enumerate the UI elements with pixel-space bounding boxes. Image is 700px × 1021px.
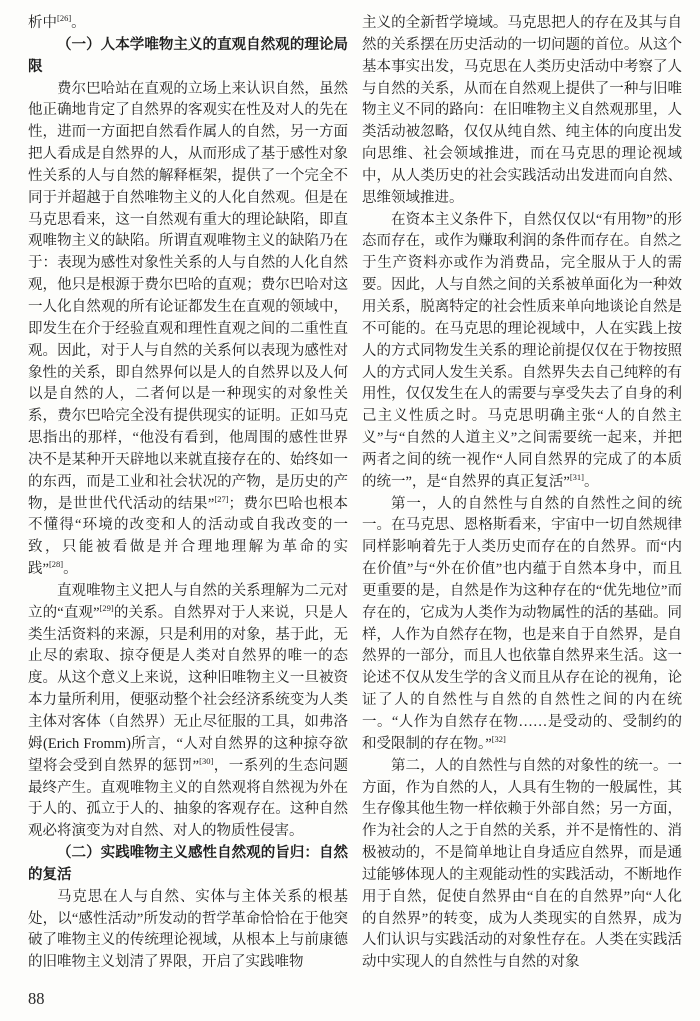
right-column: [362, 13, 682, 978]
paragraph: 费尔巴哈站在直观的立场上来认识自然，虽然他正确地肯定了自然界的客观实在性及对人的先在性，进而一方面把自然看作属人的自然，另一方面把人看成是自然界的人，从而形成了基于感性对象性关系的人与自然的解释框架，提供了一个完全不同于并超越于自然唯物主义的人化自然观。但是在马克思看来，这一自然观有重大的理论缺陷，即直观唯物主义的缺陷。所谓直观唯物主义的缺陷乃在于：表现为感性对象性关系的人与自然的人化自然观，他只是根源于费尔巴哈的直观；费尔巴哈对这一人化自然观的所有论证都发生在直观的领域中，即发生在介于经验直观和理性直观之间的二重性直观。因此，对于人与自然的关系何以表现为感性对象性的关系，即自然界何以是人的自然界以及人何以是自然的人，二者何以是一种现实的对象性关系，费尔巴哈完全没有提供现实的证明。正如马克思指出的那样，“他没有看到，他周围的感性世界决不是某种开天辟地以来就直接存在的、始终如一的东西，而是工业和社会状况的产物，是历史的产物，是世世代代活动的结果”[27]；费尔巴哈也根本不懂得“环境的改变和人的活动或自我改变的一致，只能被看做是并合理地理解为革命的实践”[28]。: [28, 80, 348, 578]
section-heading: （一）人本学唯物主义的直观自然观的理论局限: [28, 36, 348, 75]
section-heading: （二）实践唯物主义感性自然观的旨归：自然的复活: [28, 845, 348, 883]
footnote-reference: [30]: [199, 755, 214, 766]
paragraph: 第二，人的自然性与自然的对象性的统一。一方面，作为自然的人，人具有生物的一般属性，其生存像其他生物一样依赖于外部自然；另一方面，作为社会的人之于自然的关系，并不是惰性的、消极被动的，不是简单地让自身适应自然界，而是通过能够体现人的主观能动性的实践活动，不断地作用于自然，促使自然界由“自在的自然界”向“人化的自然界”的转变，成为人类现实的自然界，成为人们认识与实践活动的对象性存在。人类在实践活动中实现人的自然性与自然的对象: [362, 757, 682, 971]
footnote-reference: [32]: [491, 734, 506, 745]
footnote-reference: [26]: [57, 13, 72, 24]
footnote-reference: [27]: [214, 493, 229, 504]
paragraph: 马克思在人与自然、实体与主体关系的根基处，以“感性活动”所发动的哲学革命恰恰在于他突破了唯物主义的传统理论视域，从根本上与前康德的旧唯物主义划清了界限，开启了实践唯物: [28, 888, 348, 971]
footnote-reference: [28]: [48, 559, 64, 570]
paragraph: 析中[26]。: [28, 13, 86, 31]
two-column-layout: [28, 13, 682, 978]
left-column: [28, 13, 348, 978]
paragraph: 主义的全新哲学境域。马克思把人的存在及其与自然的关系摆在历史活动的一切问题的首位。从这个基本事实出发，马克思在人类历史活动中考察了人与自然的关系，从而在自然观上提供了一种与旧唯物主义不同的路向：在旧唯物主义自然观那里，人类活动被忽略，仅仅从纯自然、纯主体的向度出发向思维、社会领域推进，而在马克思的理论视域中，从人类历史的社会实践活动出发进而向自然、思维领域推进。: [362, 15, 682, 206]
page-number: 88: [28, 989, 45, 1008]
paragraph: 直观唯物主义把人与自然的关系理解为二元对立的“直观”[29]的关系。自然界对于人来说，只是人类生活资料的来源，只是利用的对象，基于此，无止尽的索取、掠夺便是人类对自然界的唯一的态度。从这个意义上来说，这种旧唯物主义一旦被资本力量所利用，便驱动整个社会经济系统变为人类主体对客体（自然界）无止尽征服的工具，如弗洛姆(Erich Fromm)所言，“人对自然界的这种掠夺欲望将会受到自然界的惩罚”[30]，一系列的生态问题最终产生。直观唯物主义的自然观将自然视为外在于人的、孤立于人的、抽象的客观存在。这种自然观必将演变为对自然、对人的物质性侵害。: [28, 582, 348, 840]
paragraph: 第一，人的自然性与自然的自然性之间的统一。在马克思、恩格斯看来，宇宙中一切自然规律同样影响着先于人类历史而存在的自然界。而“内在价值”与“外在价值”也内蕴于自然本身中，而且更重要的是，自然是作为这种存在的“优先地位”而存在的，它成为人类作为动物属性的活的基础。同样，人作为自然存在物，也是来自于自然界，是自然界的一部分，而且人也依靠自然界来生活。这一论述不仅从发生学的含义而且从存在论的视角，论证了人的自然性与自然的自然性之间的内在统一。“人作为自然存在物……是受动的、受制约的和受限制的存在物。”[32]: [362, 495, 682, 752]
paragraph: 在资本主义条件下，自然仅仅以“有用物”的形态而存在，或作为赚取利润的条件而存在。自然之于生产资料亦或作为消费品，完全服从于人的需要。因此，人与自然之间的关系被单面化为一种效用关系，脱离特定的社会性质来单向地谈论自然是不可能的。在马克思的理论视域中，人在实践上按人的方式同物发生关系的理论前提仅仅在于物按照人的方式同人发生关系。自然界失去自己纯粹的有用性，仅仅发生在人的需要与享受失去了自身的利己主义性质之时。马克思明确主张“人的自然主义”与“自然的人道主义”之间需要统一起来，并把两者之间的统一视作“人同自然界的完成了的本质的统一”，是“自然界的真正复活”[31]。: [362, 211, 682, 490]
footnote-reference: [29]: [99, 602, 114, 613]
footnote-reference: [31]: [569, 471, 584, 482]
